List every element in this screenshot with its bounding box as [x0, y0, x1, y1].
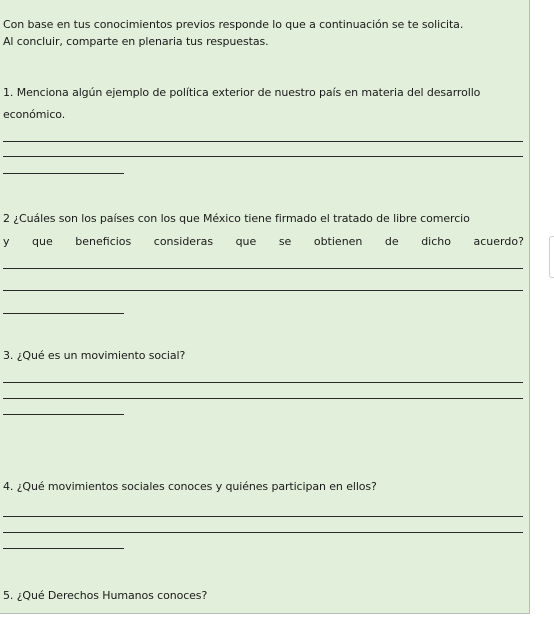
- answer-line[interactable]: [3, 290, 523, 291]
- question-2-word: que: [32, 235, 53, 248]
- answer-line[interactable]: [3, 398, 523, 399]
- answer-line[interactable]: [3, 516, 523, 517]
- question-2-line-2: [3, 234, 524, 250]
- answer-line[interactable]: [3, 532, 523, 533]
- answer-line[interactable]: [3, 414, 124, 415]
- question-1-line-1: 1. Menciona algún ejemplo de política exterior de nuestro país en materia del desarrollo: [3, 86, 481, 99]
- answer-line[interactable]: [3, 313, 124, 314]
- question-4-line-1: 4. ¿Qué movimientos sociales conoces y quiénes participan en ellos?: [3, 480, 377, 493]
- question-1-line-2: económico.: [3, 108, 66, 121]
- answer-line[interactable]: [3, 156, 523, 157]
- question-2-word: beneficios: [75, 235, 132, 248]
- question-2-word: acuerdo?: [473, 235, 524, 248]
- question-2-word: consideras: [153, 235, 214, 248]
- answer-line[interactable]: [3, 141, 523, 142]
- question-5-line-1: 5. ¿Qué Derechos Humanos conoces?: [3, 589, 208, 602]
- answer-line[interactable]: [3, 173, 124, 174]
- question-2-line-1: 2 ¿Cuáles son los países con los que México tiene firmado el tratado de libre comercio: [3, 212, 470, 225]
- question-2-word: se: [278, 235, 292, 248]
- question-2-word: dicho: [421, 235, 451, 248]
- question-2-word: obtienen: [313, 235, 363, 248]
- answer-line[interactable]: [3, 548, 124, 549]
- instructions-line-1: Con base en tus conocimientos previos responde lo que a continuación se te solicita.: [3, 18, 464, 31]
- answer-line[interactable]: [3, 268, 523, 269]
- side-panel-handle[interactable]: [549, 236, 554, 278]
- question-2-word: que: [235, 235, 257, 248]
- answer-line[interactable]: [3, 382, 523, 383]
- question-2-word: y: [3, 235, 10, 248]
- question-2-word: de: [384, 235, 399, 248]
- question-3-line-1: 3. ¿Qué es un movimiento social?: [3, 349, 186, 362]
- instructions-line-2: Al concluir, comparte en plenaria tus respuestas.: [3, 35, 269, 48]
